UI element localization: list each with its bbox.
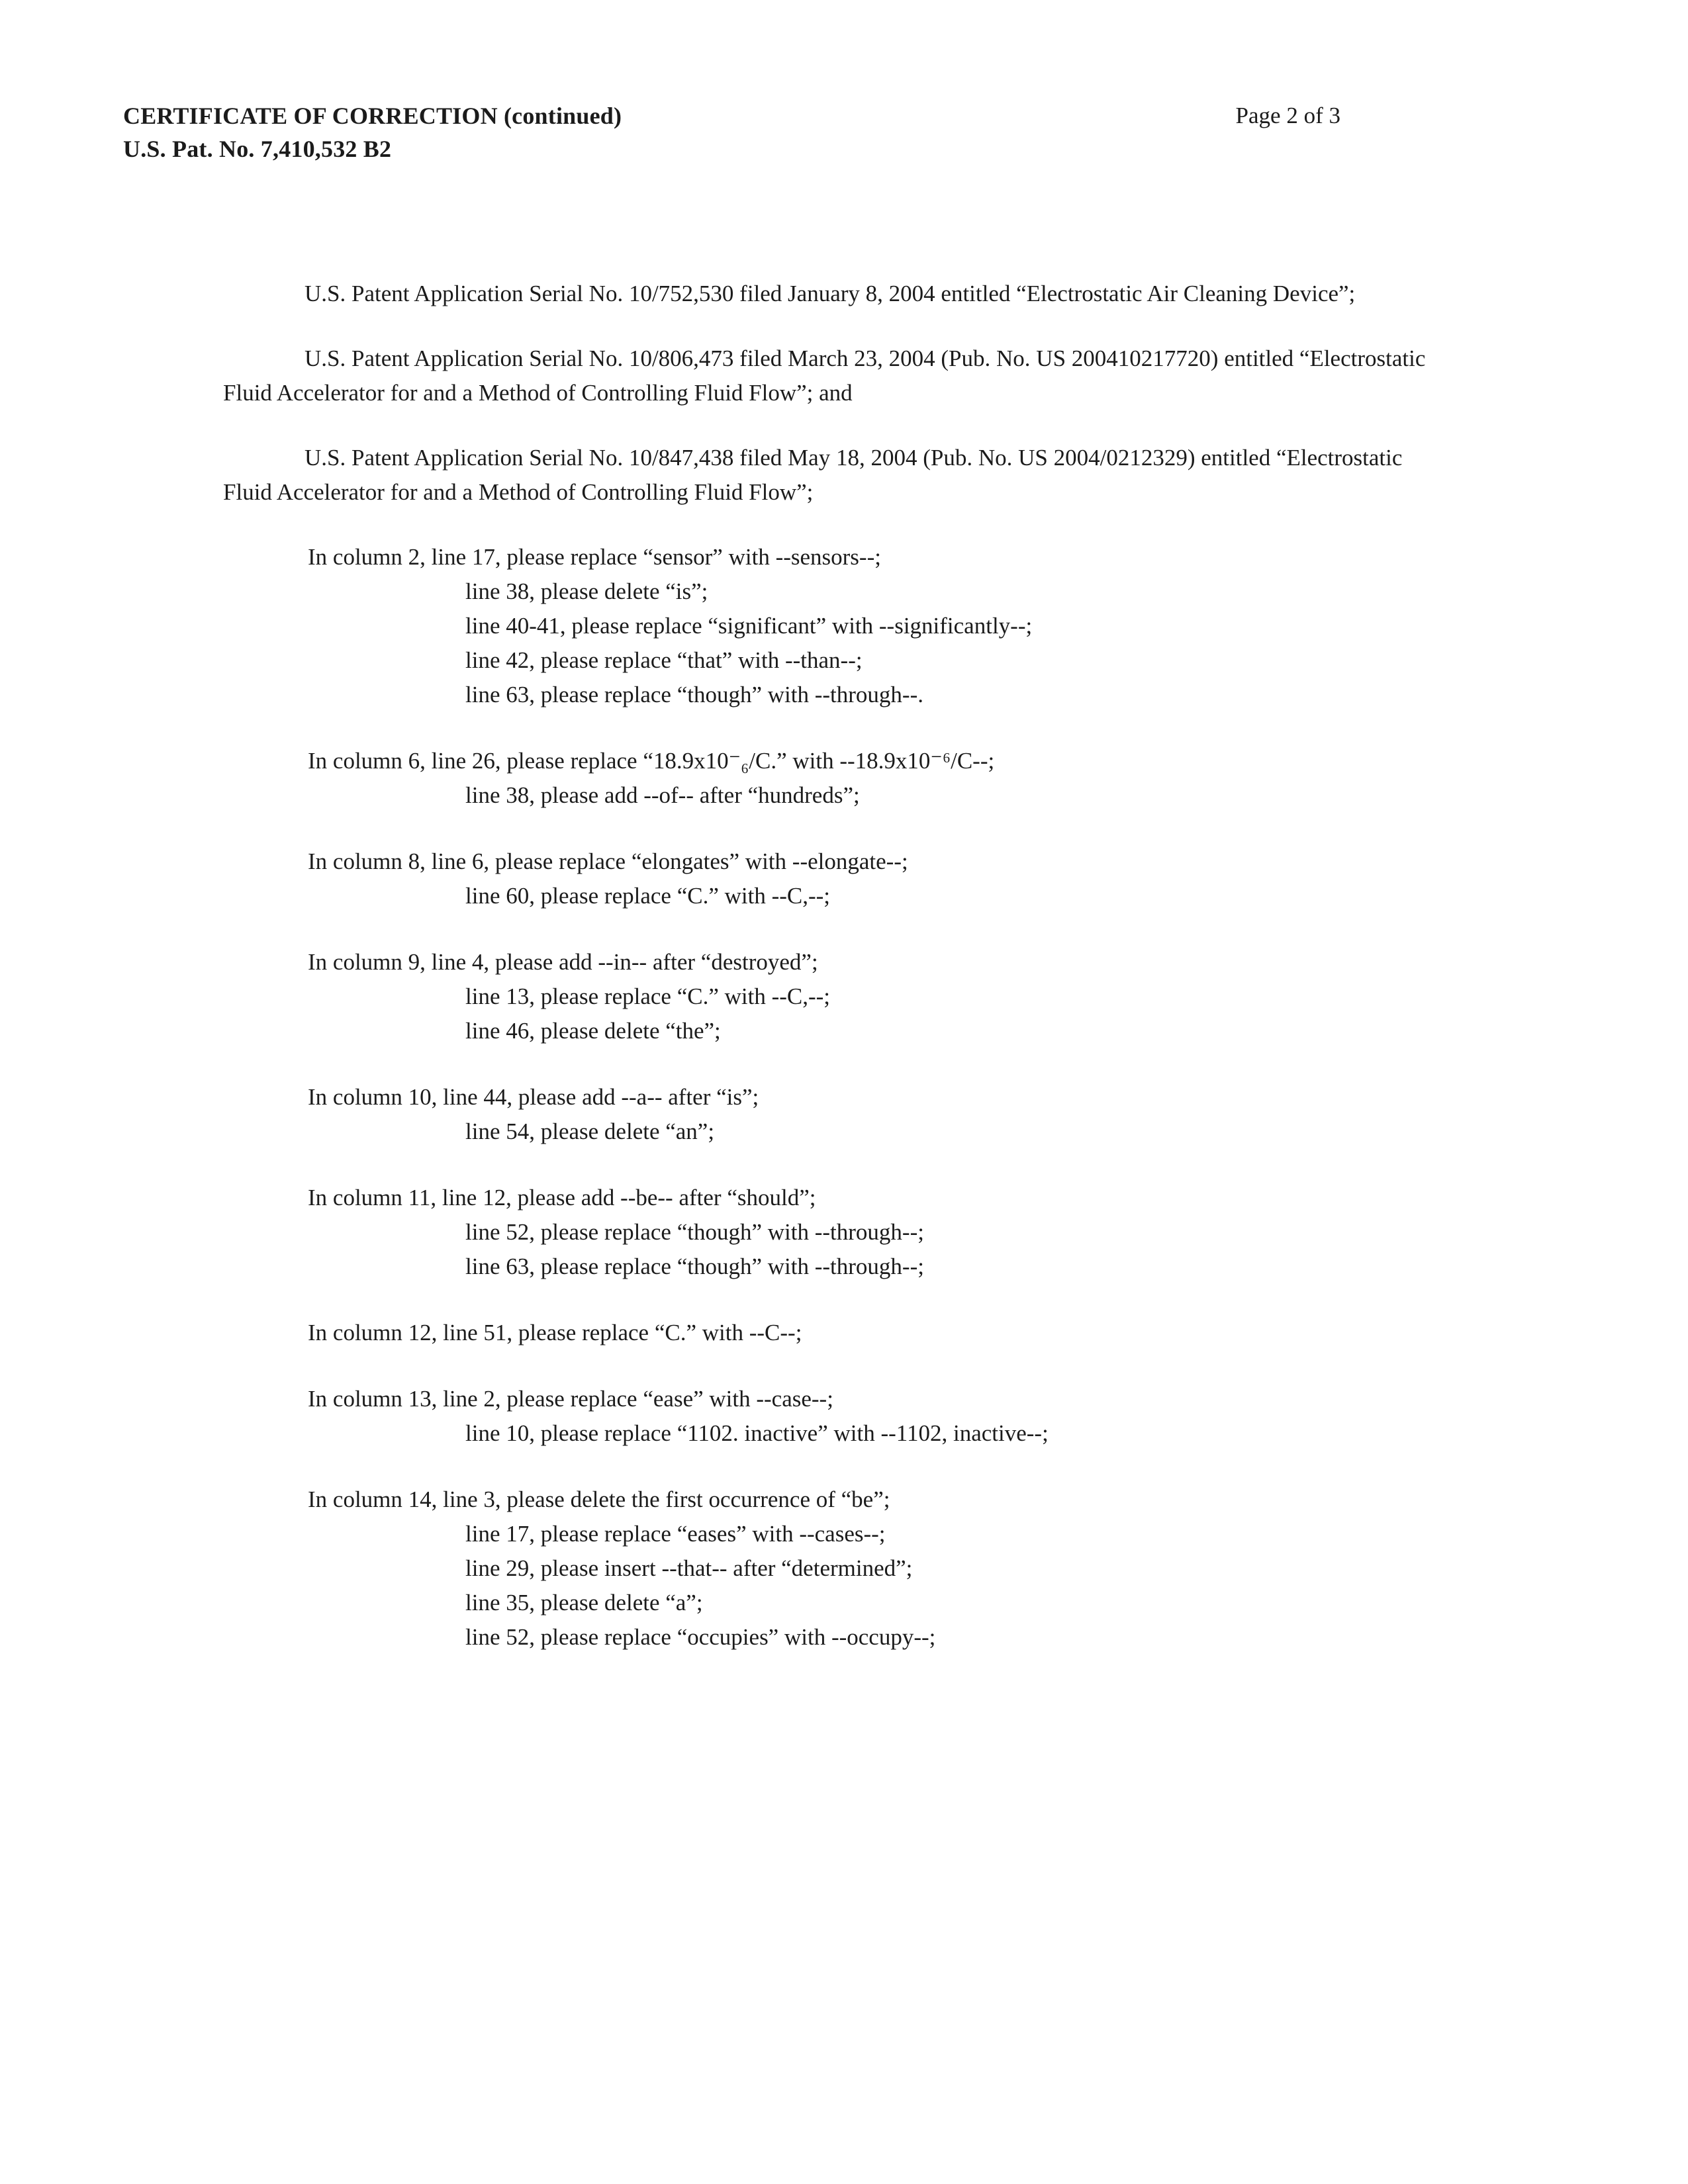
correction-line: line 63, please replace “though” with --through--; [465, 1253, 924, 1279]
paragraph-application-2: U.S. Patent Application Serial No. 10/806,473 filed March 23, 2004 (Pub. No. US 200410217720) entitled “Electrostatic Fluid Accelerator for and a Method of Controlling Fluid Flow”; and [223, 345, 1426, 406]
correction-line: line 29, please insert --that-- after “determined”; [465, 1555, 913, 1581]
correction-first-line: In column 9, line 4, please add --in-- after “destroyed”; [308, 949, 818, 975]
page-number: Page 2 of 3 [1235, 103, 1340, 128]
paragraph-application-3: U.S. Patent Application Serial No. 10/847,438 filed May 18, 2004 (Pub. No. US 2004/0212329) entitled “Electrostatic Fluid Accelerator for and a Method of Controlling Fluid Flow”; [223, 445, 1403, 505]
correction-line: line 52, please replace “occupies” with --occupy--; [465, 1624, 936, 1650]
correction-first-line: In column 8, line 6, please replace “elongates” with --elongate--; [308, 848, 908, 874]
correction-line: line 60, please replace “C.” with --C,--; [465, 883, 831, 909]
correction-line: line 42, please replace “that” with --than--; [465, 647, 863, 673]
page-header [123, 99, 1470, 165]
document-body [123, 277, 1457, 1655]
correction-line: line 46, please delete “the”; [465, 1018, 721, 1044]
correction-line: line 17, please replace “eases” with --cases--; [465, 1521, 886, 1547]
correction-first-line: In column 11, line 12, please add --be-- after “should”; [308, 1185, 816, 1210]
correction-line: line 13, please replace “C.” with --C,--; [465, 983, 831, 1009]
correction-block-column-12 [223, 1316, 1457, 1350]
correction-block-column-6 [223, 744, 1457, 813]
correction-block-column-13 [223, 1382, 1457, 1451]
correction-line: line 38, please add --of-- after “hundreds”; [465, 782, 860, 808]
correction-line: line 54, please delete “an”; [465, 1118, 715, 1144]
correction-first-line: In column 12, line 51, please replace “C.” with --C--; [308, 1320, 802, 1345]
header-title-group [123, 99, 622, 165]
correction-first-line: In column 10, line 44, please add --a-- after “is”; [308, 1084, 759, 1110]
correction-line: line 52, please replace “though” with --through--; [465, 1219, 924, 1245]
correction-line: line 40-41, please replace “significant” with --significantly--; [465, 613, 1033, 639]
correction-line: line 10, please replace “1102. inactive” with --1102, inactive--; [465, 1420, 1049, 1446]
correction-first-line: In column 13, line 2, please replace “ease” with --case--; [308, 1386, 833, 1412]
correction-line: line 38, please delete “is”; [465, 578, 708, 604]
correction-block-column-2 [223, 540, 1457, 712]
correction-block-column-11 [223, 1181, 1457, 1284]
patent-number: U.S. Pat. No. 7,410,532 B2 [123, 136, 392, 162]
correction-line: line 63, please replace “though” with --through--. [465, 682, 923, 707]
doc-title: CERTIFICATE OF CORRECTION (continued) [123, 103, 622, 129]
correction-block-column-14 [223, 1482, 1457, 1655]
correction-first-line: In column 2, line 17, please replace “sensor” with --sensors--; [308, 544, 881, 570]
correction-first-line: In column 6, line 26, please replace “18.9x10⁻₆/C.” with --18.9x10⁻⁶/C--; [308, 748, 995, 774]
correction-block-column-10 [223, 1080, 1457, 1149]
correction-line: line 35, please delete “a”; [465, 1590, 703, 1615]
correction-first-line: In column 14, line 3, please delete the first occurrence of “be”; [308, 1486, 890, 1512]
correction-block-column-9 [223, 945, 1457, 1048]
paragraph-application-1: U.S. Patent Application Serial No. 10/752,530 filed January 8, 2004 entitled “Electrostatic Air Cleaning Device”; [305, 281, 1356, 306]
correction-block-column-8 [223, 844, 1457, 913]
